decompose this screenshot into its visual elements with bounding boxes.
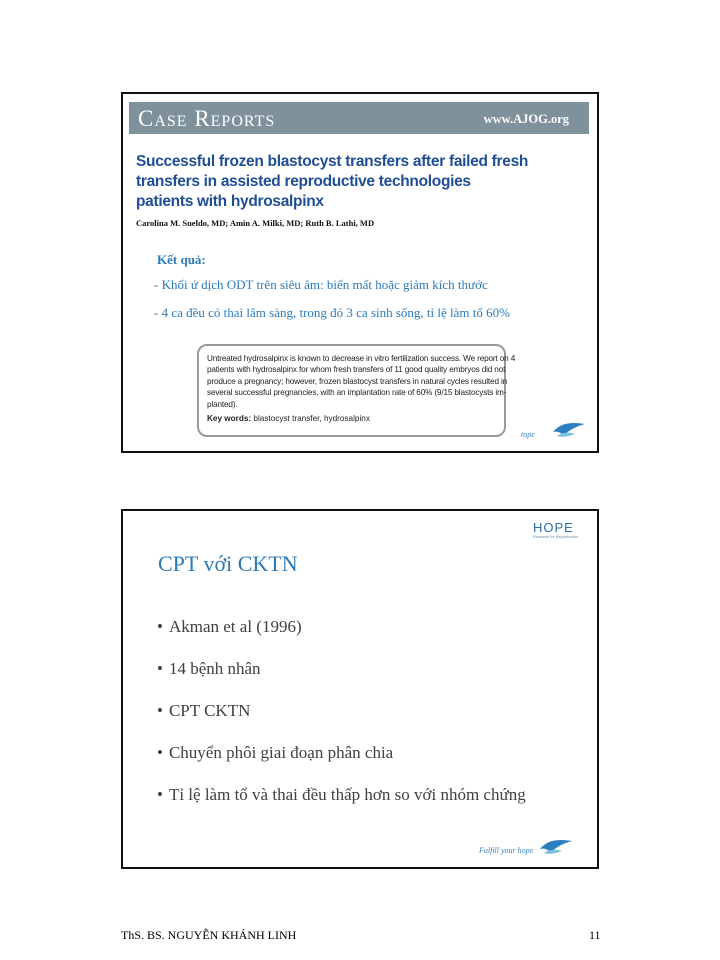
slide-cpt-cktn [121, 509, 599, 869]
keywords-text: blastocyst transfer, hydrosalpinx [251, 414, 370, 424]
hope-logo-text: HOPE [533, 520, 574, 535]
abstract-line: several successful pregnancies, with an implantation rate of 60% (9/15 blastocysts im- [207, 388, 507, 398]
bullet-dot: • [157, 659, 163, 678]
keywords [207, 413, 496, 424]
hope-logo [533, 521, 583, 539]
abstract-line: produce a pregnancy; however, frozen blastocyst transfers in natural cycles resulted in [207, 376, 508, 386]
slide-footer-text: Fulfill your hope [479, 846, 534, 855]
results-item: - Khối ứ dịch ODT trên siêu âm: biến mất hoặc giảm kích thước [154, 277, 488, 292]
bullet-item [157, 743, 526, 785]
page-footer-author: ThS. BS. NGUYỄN KHÁNH LINH [121, 928, 297, 942]
results-heading: Kết quả: [157, 252, 206, 267]
article-title-line: transfers in assisted reproductive technologies [136, 173, 471, 190]
abstract-box [197, 344, 516, 437]
bullet-dot: • [157, 701, 163, 720]
bullet-text: Akman et al (1996) [168, 617, 302, 636]
bullet-text: 14 bệnh nhân [168, 659, 261, 678]
abstract-line: Untreated hydrosalpinx is known to decrease in vitro fertilization success. We report on 4 [207, 354, 516, 363]
page-number: 11 [589, 928, 601, 942]
bullet-text: CPT CKTN [168, 701, 251, 720]
article-title-line: Successful frozen blastocyst transfers after failed fresh [136, 153, 529, 170]
abstract-line: planted). [207, 399, 238, 409]
bullet-item [157, 659, 526, 701]
bullet-dot: • [157, 617, 163, 636]
bullet-text: Tỉ lệ làm tổ và thai đều thấp hơn so với nhóm chứng [168, 785, 526, 804]
bullet-dot: • [157, 785, 163, 804]
bullet-text: Chuyển phôi giai đoạn phân chia [168, 743, 394, 762]
bullet-dot: • [157, 743, 163, 762]
slide-footer-text: tope [521, 430, 535, 439]
journal-header-bar [129, 102, 589, 134]
bullet-item [157, 617, 526, 659]
bullet-list [157, 617, 526, 827]
wave-logo-icon [537, 837, 575, 857]
slide-title: CPT với CKTN [158, 551, 298, 576]
journal-url: www.AJOG.org [483, 112, 569, 126]
article-authors: Carolina M. Sueldo, MD; Amin A. Milki, MD; Ruth B. Lathi, MD [136, 218, 375, 228]
hope-logo-subtext: Research for Reproduction [533, 535, 579, 539]
journal-section-title: Case Reports [138, 106, 276, 131]
keywords-label: Key words: [207, 414, 252, 424]
slide-case-report [121, 92, 599, 453]
bullet-item [157, 785, 526, 827]
results-item: - 4 ca đều có thai lâm sàng, trong đó 3 ca sinh sống, tỉ lệ làm tổ 60% [154, 305, 510, 320]
bullet-item [157, 701, 526, 743]
wave-logo-icon [551, 420, 587, 440]
article-title-line: patients with hydrosalpinx [136, 193, 324, 210]
article-title [136, 152, 566, 212]
abstract-line: patients with hydrosalpinx for whom fresh transfers of 11 good quality embryos did not [207, 365, 506, 375]
